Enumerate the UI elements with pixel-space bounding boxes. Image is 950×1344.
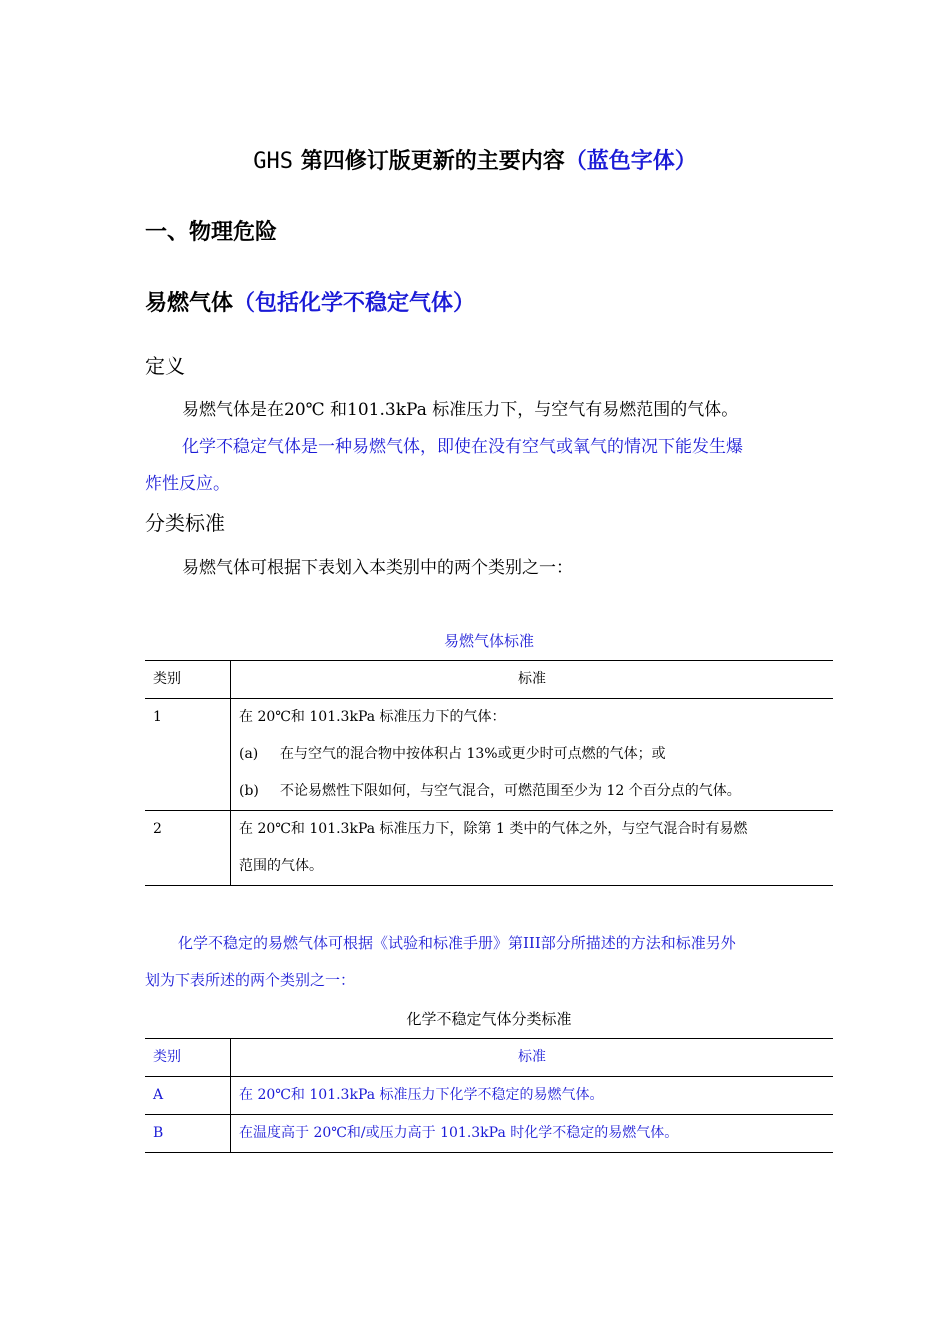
row-criteria: 在温度高于 20℃和/或压力高于 101.3kPa 时化学不稳定的易燃气体。	[239, 1125, 679, 1141]
subsection-blue-note: （包括化学不稳定气体）	[233, 291, 476, 316]
row-criteria: 在 20℃和 101.3kPa 标准压力下，除第 1 类中的气体之外，与空气混合时有易燃 范围的气体。	[239, 821, 748, 874]
definition-line-3: 炸性反应。	[145, 474, 230, 494]
definition-line-2: 化学不稳定气体是一种易燃气体，即使在没有空气或氧气的情况下能发生爆	[182, 437, 743, 457]
subsection-heading-flammable-gases	[145, 286, 475, 317]
row-criteria: 在 20℃和 101.3kPa 标准压力下的气体： (a) 在与空气的混合物中按体积占 13%或更少时可点燃的气体；或 (b) 不论易燃性下限如何，与空气混合，可燃范围至少为 12 个百分点的气体。	[231, 699, 834, 811]
chemical-unstable-paragraph	[145, 925, 833, 999]
header-category: 类别	[145, 1039, 231, 1077]
definition-heading: 定义	[145, 354, 185, 378]
title-blue-note: （蓝色字体）	[564, 149, 697, 174]
section-heading-physical-hazards: 一、物理危险	[145, 220, 278, 245]
chemically-unstable-gases-table	[145, 1038, 833, 1153]
table1-caption: 易燃气体标准	[443, 632, 534, 650]
header-criteria: 标准	[518, 1049, 546, 1065]
row-category: B	[145, 1115, 231, 1153]
flammable-gases-table	[145, 660, 833, 886]
chem-para-line-2: 划为下表所述的两个类别之一：	[145, 971, 356, 989]
title-prefix: GHS	[253, 149, 294, 174]
definition-paragraph	[145, 392, 815, 503]
subitem: (a) 在与空气的混合物中按体积占 13%或更少时可点燃的气体；或	[239, 746, 666, 762]
table-row	[145, 1077, 833, 1115]
chem-para-line-1: 化学不稳定的易燃气体可根据《试验和标准手册》第III部分所描述的方法和标准另外	[178, 934, 736, 952]
table-row	[145, 1115, 833, 1153]
row-criteria: 在 20℃和 101.3kPa 标准压力下化学不稳定的易燃气体。	[239, 1087, 604, 1103]
definition-line-1: 易燃气体是在20℃ 和101.3kPa 标准压力下，与空气有易燃范围的气体。	[182, 400, 739, 420]
row-category: 2	[145, 811, 231, 886]
classification-heading: 分类标准	[145, 511, 225, 535]
document-title	[0, 144, 950, 175]
table2-caption: 化学不稳定气体分类标准	[406, 1010, 572, 1028]
header-category: 类别	[145, 661, 231, 699]
row-category: A	[145, 1077, 231, 1115]
classification-intro: 易燃气体可根据下表划入本类别中的两个类别之一：	[182, 558, 573, 578]
subitem: (b) 不论易燃性下限如何，与空气混合，可燃范围至少为 12 个百分点的气体。	[239, 783, 741, 799]
row-category: 1	[145, 699, 231, 811]
table-header-row	[145, 1039, 833, 1077]
header-criteria: 标准	[518, 671, 546, 687]
title-main: 第四修订版更新的主要内容	[293, 149, 565, 174]
table-row	[145, 811, 833, 886]
table-row	[145, 699, 833, 811]
table-header-row	[145, 661, 833, 699]
subsection-title: 易燃气体	[145, 291, 234, 316]
